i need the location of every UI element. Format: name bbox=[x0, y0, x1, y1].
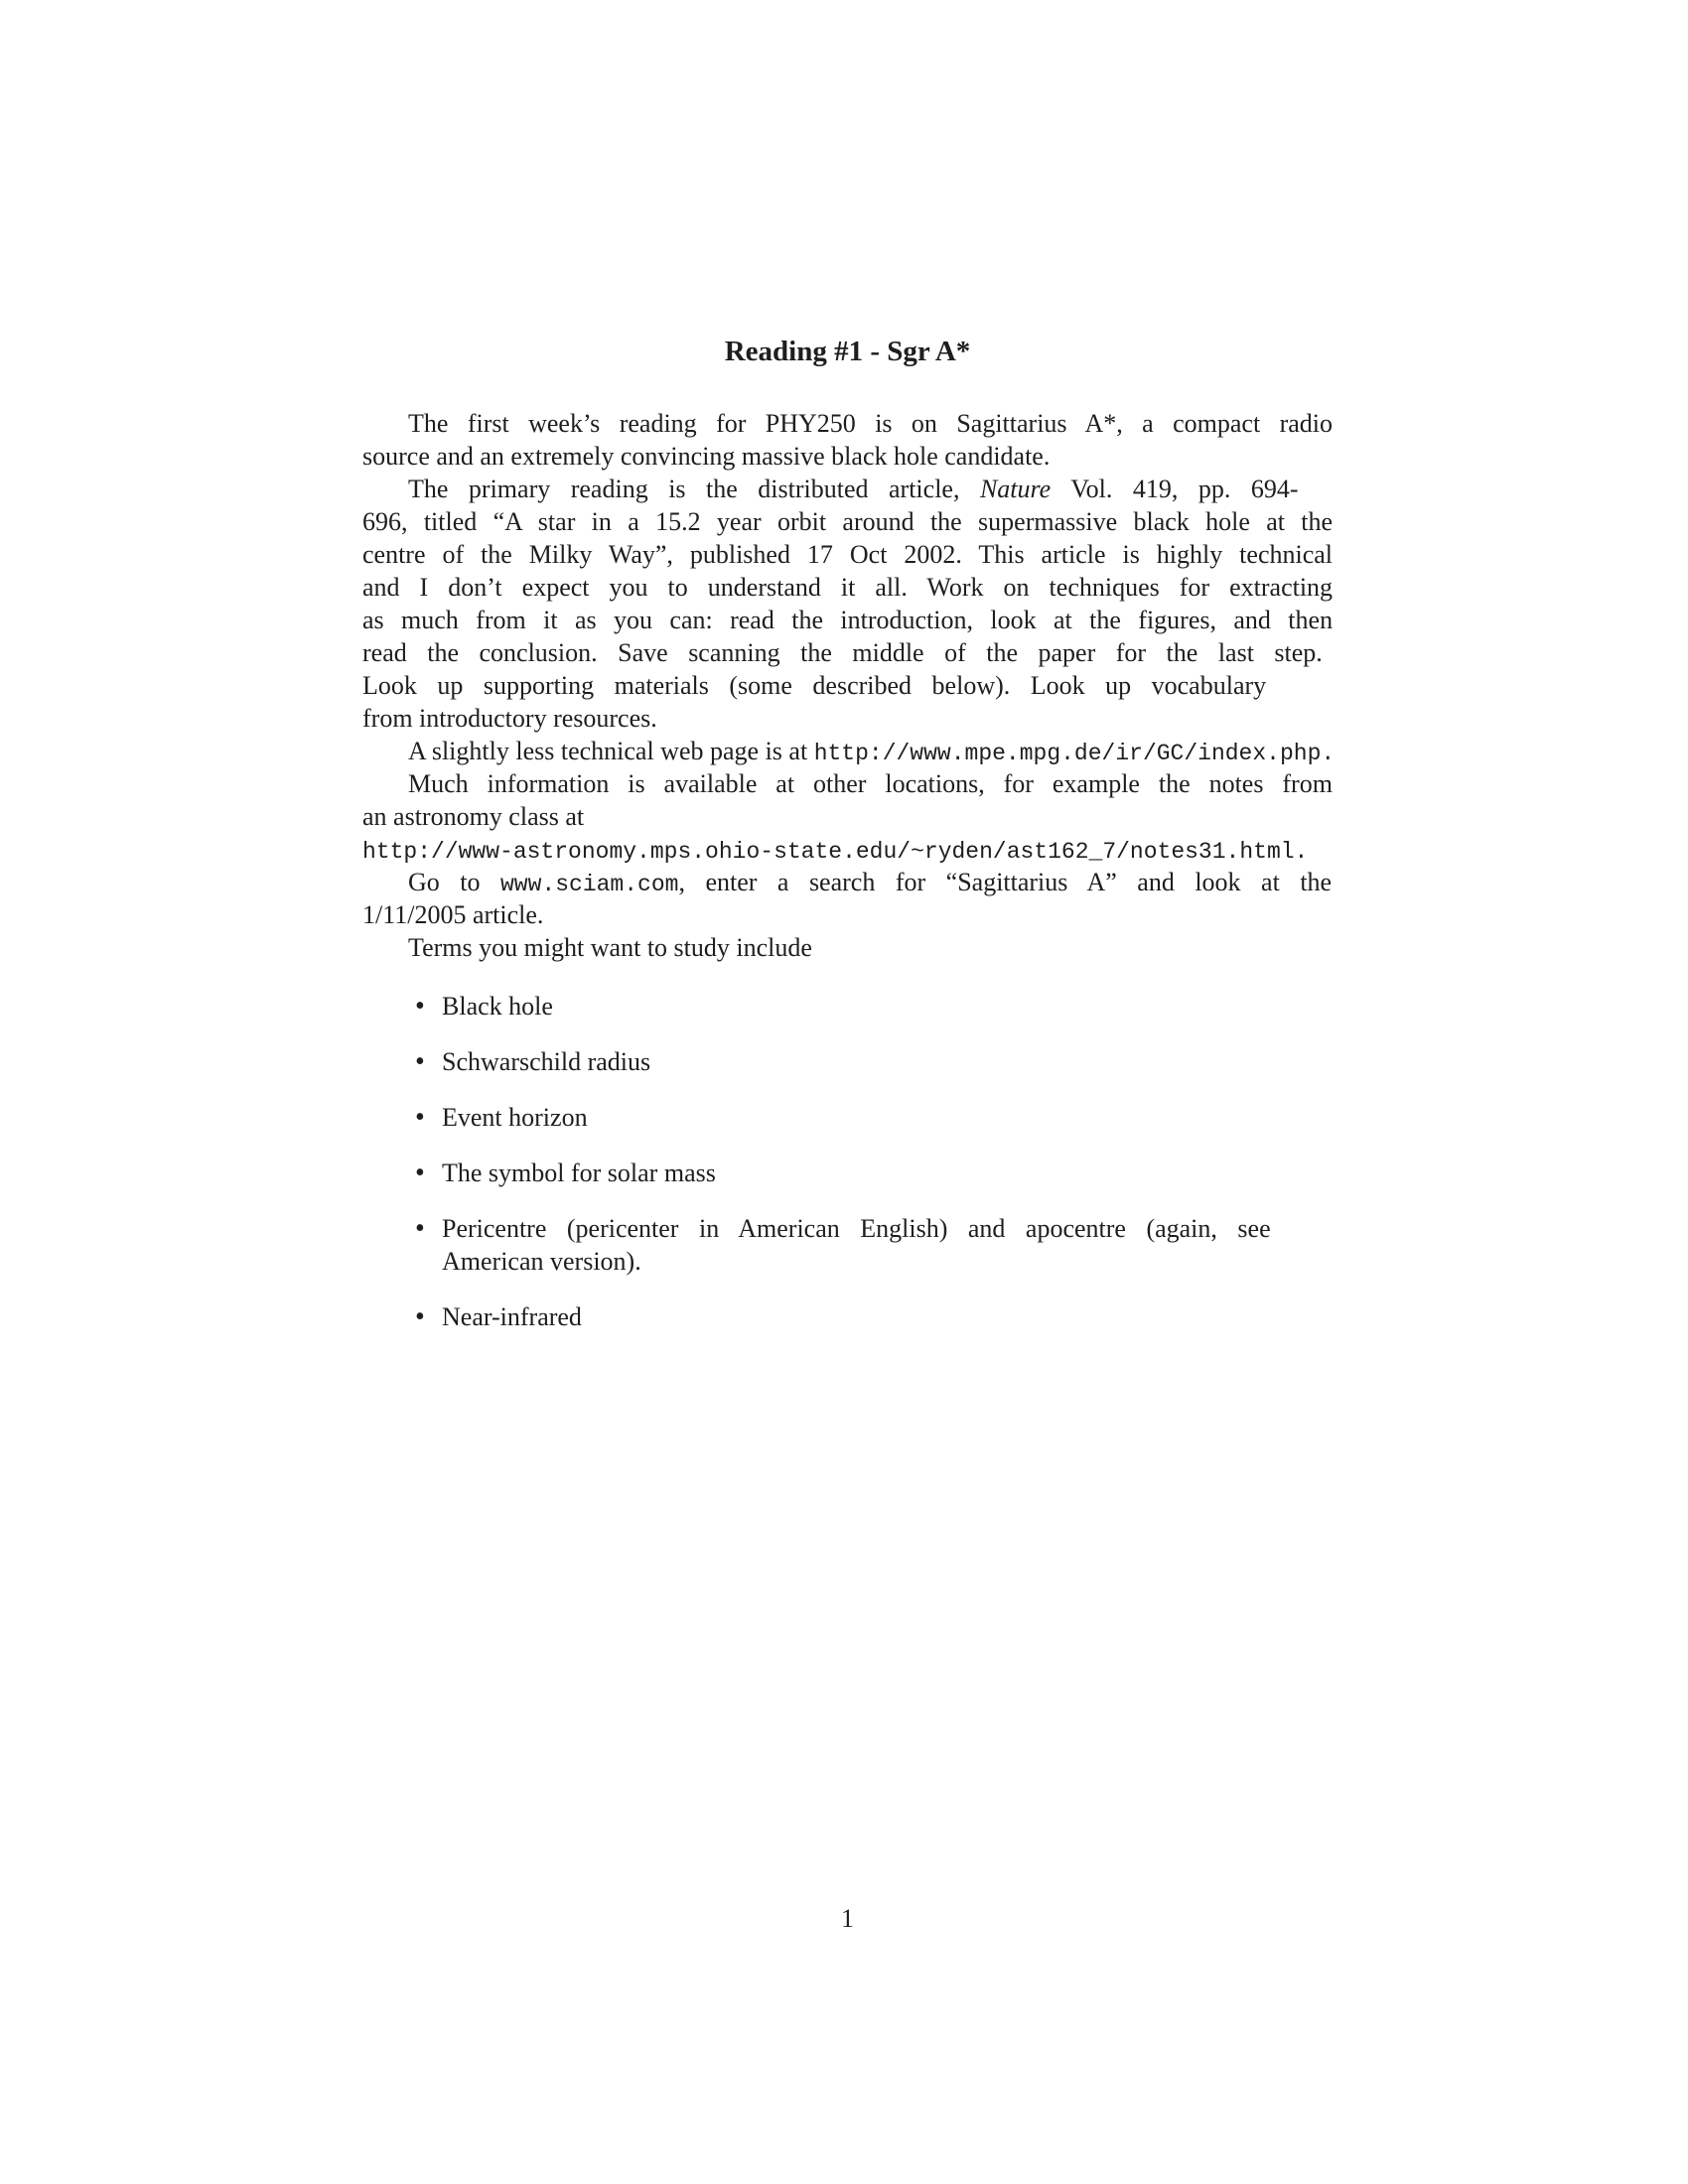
text-segment: and I don’t expect you to understand it all. Work on techniques for extracting bbox=[362, 573, 1334, 602]
text-line bbox=[362, 800, 1333, 833]
text-line bbox=[362, 735, 1336, 767]
body-text bbox=[362, 407, 1336, 964]
bullet-icon: • bbox=[415, 1213, 425, 1244]
text-segment: The primary reading is the distributed article, bbox=[408, 475, 980, 503]
text-line bbox=[362, 440, 1333, 473]
line-content bbox=[362, 669, 1266, 702]
text-segment: Black hole bbox=[442, 992, 553, 1021]
bullet-item bbox=[362, 1212, 1333, 1278]
line-content bbox=[362, 636, 1323, 669]
text-line bbox=[362, 669, 1333, 702]
text-segment: centre of the Milky Way”, published 17 Oct 2002. This article is highly technical bbox=[362, 540, 1334, 569]
text-segment: The first week’s reading for PHY250 is on Sagittarius A*, a compact radio bbox=[408, 409, 1334, 438]
bullet-icon: • bbox=[415, 991, 425, 1022]
text-segment: Go to bbox=[408, 868, 500, 896]
text-segment: , enter a search for “Sagittarius A” and look at the bbox=[678, 868, 1333, 896]
text-segment: http://www.mpe.mpg.de/ir/GC/index.php. bbox=[813, 741, 1336, 766]
line-content bbox=[408, 407, 1333, 440]
bullet-icon: • bbox=[415, 1158, 425, 1188]
line-content bbox=[442, 1212, 1271, 1245]
text-line bbox=[442, 1157, 1333, 1189]
text-line bbox=[362, 702, 1333, 735]
text-line bbox=[362, 636, 1333, 669]
text-segment: 1/11/2005 article. bbox=[362, 900, 544, 929]
text-line bbox=[362, 505, 1333, 538]
text-column bbox=[362, 0, 1336, 2184]
line-content bbox=[442, 1101, 588, 1134]
line-content bbox=[408, 473, 1299, 505]
line-content bbox=[442, 1157, 716, 1189]
text-line bbox=[442, 990, 1333, 1023]
text-segment: Event horizon bbox=[442, 1103, 588, 1132]
line-content bbox=[362, 571, 1333, 604]
bullet-item bbox=[362, 1045, 1333, 1078]
text-segment: Terms you might want to study include bbox=[408, 933, 812, 962]
text-line bbox=[362, 898, 1333, 931]
bullet-item bbox=[362, 1300, 1333, 1333]
text-line bbox=[362, 931, 1333, 964]
line-content bbox=[362, 538, 1333, 571]
line-content bbox=[362, 702, 657, 735]
text-segment: read the conclusion. Save scanning the middle of the paper for the last step. bbox=[362, 638, 1323, 667]
line-content bbox=[442, 990, 553, 1023]
line-content bbox=[408, 866, 1332, 901]
text-segment: The symbol for solar mass bbox=[442, 1159, 716, 1187]
text-segment: American version). bbox=[442, 1247, 641, 1276]
text-segment: source and an extremely convincing massive black hole candidate. bbox=[362, 442, 1051, 471]
line-content bbox=[362, 898, 543, 931]
text-line bbox=[362, 473, 1333, 505]
bullet-icon: • bbox=[415, 1301, 425, 1332]
bullet-item bbox=[362, 990, 1333, 1023]
page-number: 1 bbox=[841, 1904, 854, 1933]
text-line bbox=[362, 866, 1333, 898]
line-content bbox=[362, 440, 1050, 473]
text-segment: from introductory resources. bbox=[362, 704, 657, 733]
text-line bbox=[362, 538, 1333, 571]
text-segment: A slightly less technical web page is at bbox=[408, 737, 814, 765]
text-segment: Schwarschild radius bbox=[442, 1047, 651, 1076]
text-segment: www.sciam.com bbox=[500, 872, 679, 897]
text-line bbox=[442, 1045, 1333, 1078]
text-segment: Vol. 419, pp. 694- bbox=[1051, 475, 1299, 503]
text-line bbox=[442, 1101, 1333, 1134]
text-line bbox=[362, 833, 1333, 866]
text-segment: Much information is available at other locations, for example the notes from bbox=[408, 769, 1333, 798]
line-content bbox=[408, 767, 1333, 800]
text-line bbox=[362, 571, 1333, 604]
line-content bbox=[442, 1245, 641, 1278]
document-title: Reading #1 - Sgr A* bbox=[724, 336, 971, 367]
bullet-icon: • bbox=[415, 1046, 425, 1077]
bullet-item bbox=[362, 1157, 1333, 1189]
text-segment: Pericentre (pericenter in American English) and apocentre (again, see bbox=[442, 1214, 1271, 1243]
text-line bbox=[442, 1212, 1333, 1245]
text-line bbox=[442, 1245, 1333, 1278]
bullet-item bbox=[362, 1101, 1333, 1134]
terms-bullet-list bbox=[362, 990, 1333, 1356]
line-content bbox=[408, 735, 1335, 770]
text-line bbox=[442, 1300, 1333, 1333]
line-content bbox=[442, 1300, 582, 1333]
line-content bbox=[362, 604, 1333, 636]
text-segment: Near-infrared bbox=[442, 1302, 582, 1331]
text-segment: as much from it as you can: read the introduction, look at the figures, and then bbox=[362, 606, 1334, 634]
text-line bbox=[362, 407, 1333, 440]
text-segment: Nature bbox=[979, 475, 1052, 503]
line-content bbox=[362, 800, 584, 833]
text-segment: http://www-astronomy.mps.ohio-state.edu/~ryden/ast162_7/notes31.html. bbox=[362, 839, 1309, 865]
line-content bbox=[362, 833, 1308, 869]
text-segment: an astronomy class at bbox=[362, 802, 585, 831]
text-line bbox=[362, 604, 1333, 636]
bullet-icon: • bbox=[415, 1102, 425, 1133]
text-segment: Look up supporting materials (some described below). Look up vocabulary bbox=[362, 671, 1267, 700]
line-content bbox=[408, 931, 812, 964]
line-content bbox=[442, 1045, 650, 1078]
line-content bbox=[362, 505, 1333, 538]
text-segment: 696, titled “A star in a 15.2 year orbit around the supermassive black hole at the bbox=[362, 507, 1334, 536]
text-line bbox=[362, 767, 1333, 800]
